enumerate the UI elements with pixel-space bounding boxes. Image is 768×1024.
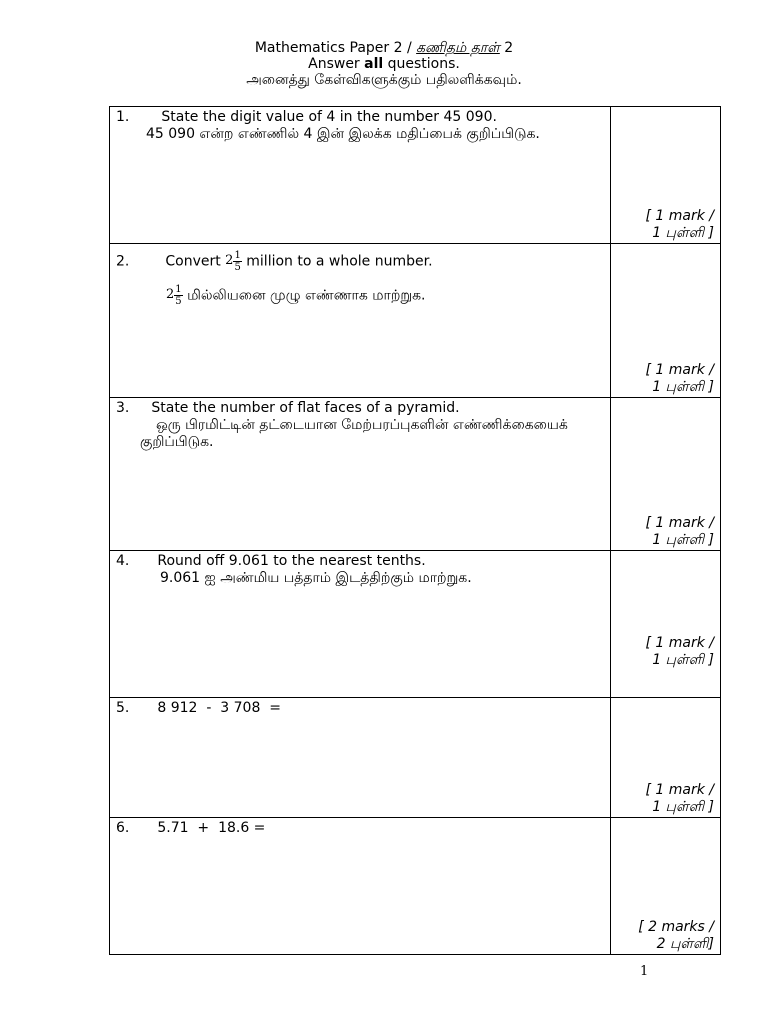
question-text-alt: 45 090 என்ற எண்ணில் 4 இன் இலக்க மதிப்பைக் குறிப்பிடுக. bbox=[146, 126, 540, 142]
paper-title-number: 2 bbox=[499, 40, 514, 56]
question-expression: 5.71 + 18.6 = bbox=[157, 820, 266, 836]
paper-title-en: Mathematics Paper 2 / bbox=[254, 40, 417, 56]
paper-title-alt: கணிதம் தாள் bbox=[416, 40, 500, 56]
question-cell-6 bbox=[110, 818, 611, 955]
marks-label bbox=[645, 362, 714, 396]
answer-cell-2[interactable] bbox=[611, 244, 721, 398]
answer-cell-6[interactable] bbox=[611, 818, 721, 955]
question-text-en: State the digit value of 4 in the number 45 090. bbox=[161, 109, 497, 125]
answer-cell-1[interactable] bbox=[611, 107, 721, 244]
marks-label bbox=[645, 782, 714, 816]
mixed-fraction bbox=[166, 282, 183, 309]
question-text-alt: மில்லியனை முழு எண்ணாக மாற்றுக. bbox=[182, 287, 426, 304]
marks-alt: 1 புள்ளி ] bbox=[652, 799, 714, 815]
instruction-post: questions. bbox=[383, 56, 460, 72]
fraction-numerator: 1 bbox=[175, 283, 182, 295]
question-number: 1. bbox=[116, 109, 130, 125]
instruction-bold: all bbox=[364, 56, 384, 72]
question-text-en-post: million to a whole number. bbox=[241, 253, 433, 270]
fraction-denominator: 5 bbox=[234, 261, 241, 273]
question-text-en-pre: Convert bbox=[165, 253, 226, 270]
answer-cell-5[interactable] bbox=[611, 698, 721, 818]
question-row-1 bbox=[110, 107, 721, 244]
paper-header bbox=[0, 40, 768, 88]
question-cell-2 bbox=[110, 244, 611, 398]
question-expression: 8 912 - 3 708 = bbox=[157, 700, 282, 716]
marks-alt: 1 புள்ளி ] bbox=[652, 379, 714, 395]
fraction-numerator: 1 bbox=[234, 249, 241, 261]
question-table bbox=[109, 106, 721, 955]
question-cell-4 bbox=[110, 551, 611, 698]
question-number: 3. bbox=[116, 400, 130, 416]
question-cell-3 bbox=[110, 398, 611, 551]
question-number: 5. bbox=[116, 700, 130, 716]
paper-title bbox=[0, 40, 768, 56]
answer-cell-3[interactable] bbox=[611, 398, 721, 551]
question-number: 6. bbox=[116, 820, 130, 836]
marks-en: [ 1 mark / bbox=[645, 362, 714, 378]
instruction-pre: Answer bbox=[308, 56, 365, 72]
question-number: 4. bbox=[116, 553, 130, 569]
question-row-4 bbox=[110, 551, 721, 698]
question-row-6 bbox=[110, 818, 721, 955]
marks-label bbox=[645, 635, 714, 669]
marks-alt: 1 புள்ளி ] bbox=[652, 652, 714, 668]
marks-en: [ 1 mark / bbox=[645, 635, 714, 651]
question-text-alt: ஒரு பிரமிட்டின் தட்டையான மேற்பரப்புகளின் எண்ணிக்கையைக் குறிப்பிடுக. bbox=[140, 417, 568, 450]
marks-alt: 1 புள்ளி ] bbox=[652, 532, 714, 548]
instruction bbox=[0, 56, 768, 72]
marks-en: [ 2 marks / bbox=[638, 919, 714, 935]
instruction-alt: அனைத்து கேள்விகளுக்கும் பதிலளிக்கவும். bbox=[246, 72, 522, 88]
question-cell-1 bbox=[110, 107, 611, 244]
marks-en: [ 1 mark / bbox=[645, 208, 714, 224]
marks-en: [ 1 mark / bbox=[645, 782, 714, 798]
answer-cell-4[interactable] bbox=[611, 551, 721, 698]
question-text-en: Round off 9.061 to the nearest tenths. bbox=[157, 553, 426, 569]
marks-label bbox=[638, 919, 714, 953]
marks-label bbox=[645, 208, 714, 242]
question-row-5 bbox=[110, 698, 721, 818]
question-text-alt: 9.061 ஐ அண்மிய பத்தாம் இடத்திற்கும் மாற்றுக. bbox=[160, 570, 472, 586]
question-cell-5 bbox=[110, 698, 611, 818]
mixed-fraction bbox=[225, 248, 242, 275]
marks-alt: 1 புள்ளி ] bbox=[652, 225, 714, 241]
question-row-3 bbox=[110, 398, 721, 551]
fraction-whole: 2 bbox=[225, 253, 234, 268]
page-number: 1 bbox=[640, 964, 649, 979]
question-number: 2. bbox=[116, 253, 130, 270]
marks-en: [ 1 mark / bbox=[645, 515, 714, 531]
marks-label bbox=[645, 515, 714, 549]
question-text-en: State the number of flat faces of a pyramid. bbox=[151, 400, 460, 416]
fraction-denominator: 5 bbox=[175, 295, 182, 307]
question-row-2 bbox=[110, 244, 721, 398]
fraction-whole: 2 bbox=[166, 287, 175, 302]
marks-alt: 2 புள்ளி] bbox=[656, 936, 714, 952]
